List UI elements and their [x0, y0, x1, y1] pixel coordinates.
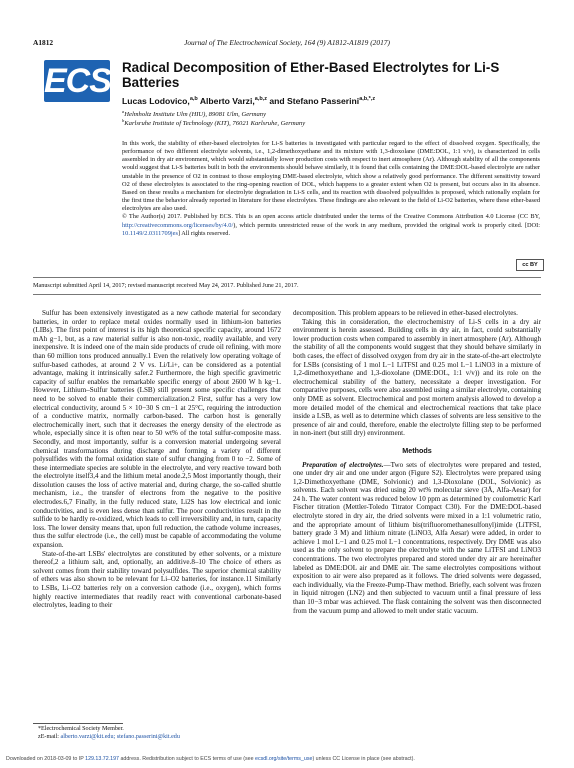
right-column: [293, 309, 541, 615]
abstract-text: In this work, the stability of ether-based electrolytes for Li-S batteries is investigated with particular regard to the effect of dissolved oxygen. Specifically, the performance of two different electrolyte solvents, i.e., 1,2-dimethoxyethane and its mixture with 1,3-dioxolane (DME:DOL, 1:1 v/v), is characterized in cells assembled in dry air environment, which would substantially lower production costs with respect to inert atmosphere (Ar). Although stability of all the components would suggest that Li-S batteries built in both the environments should behave similarly, it is found that cells containing the DME:DOL-based electrolyte are rather unstable in the presence of O2 in contrast to those employing DME-based electrolyte, which show a relatively good performance. The different sensitivity toward O2 of these electrolytes is associated to the ring-opening reaction of DOL, which happens to a greater extent when O2 is present, but occurs also in its absence. Based on these results a mechanism for electrolyte degradation in Li-S cells, and its reaction with dissolved polysulfides is proposed, which rationally explain for the first time the behavior already reported in literature for these electrolytes. These findings are also relevant to the field of Li-O2 batteries, where these ether-based electrolytes are also used.: [122, 140, 540, 213]
page-id: A1812: [33, 38, 54, 47]
doi-link[interactable]: 10.1149/2.0311709jes: [122, 229, 178, 237]
footnote-label: zE-mail:: [38, 734, 61, 740]
email-link[interactable]: alberto.varzi@kit.edu; stefano.passerini@kit.edu: [60, 734, 180, 740]
license-text: ), which permits unrestricted reuse of the work in any medium, provided the original work is properly cited. [DOI:: [233, 221, 540, 229]
footer-text: address. Redistribution subject to ECS terms of use (see: [119, 756, 256, 762]
body-paragraph: [293, 461, 541, 616]
download-footer: [6, 756, 570, 762]
footnote: [38, 734, 180, 740]
left-column: [33, 309, 281, 610]
body-paragraph: decomposition. This problem appears to be relieved in ether-based electrolytes.: [293, 309, 518, 317]
affiliation: [122, 117, 306, 127]
ecs-logo: ECS: [44, 62, 111, 100]
license-text: © The Author(s) 2017. Published by ECS. This is an open access article distributed under the terms of the Creative Commons Attribution 4.0 License (CC BY,: [122, 213, 540, 221]
divider: [33, 277, 541, 278]
license-link[interactable]: http://creativecommons.org/licenses/by/4.0/: [122, 221, 234, 229]
affiliation: [122, 108, 266, 118]
subsection-heading: Preparation of electrolytes.: [302, 460, 384, 469]
body-paragraph: Sulfur has been extensively investigated as a new cathode material for secondary batteries, in order to replace metal oxides normally used in lithium-ion batteries (LIBs). The first point of interest is its high theoretical specific capacity, around 1672 mAh g−1, but, as a raw material sulfur is also non-toxic, readily available, and very inexpensive. It is indeed one of the main side products of crude oil refining, with more than 60 million tons produced annually.1 Even the relatively low operating voltage of sulfur-based cathodes, at around 2 V vs. Li/Li+, can be considered as a potential advantage, making it intrinsically safer.2 Furthermore, the high specific gravimetric capacity of sulfur enables the remarkable specific energy of about 2600 W h kg−1. However, Lithium–Sulfur batteries (LSB) still present some specific challenges that need to be solved to enable their commercialization.2 First, sulfur has a very low electrical conductivity, around 5 × 10−30 S cm−1 at 25°C, requiring the introduction of a conductive matrix, normally carbon-based. The carbon host is generally electrochemically inert, such that it decreases the energy density of the electrode as whole, especially since it is often near to 50 wt% of the total sulfur-composite mass. Secondly, and most importantly, sulfur is a conversion material undergoing several chemical transformations during discharge and forming a variety of different polysulfides with the formal oxidation state of sulfur changing from 0 to −2. Some of these intermediate species are soluble in the electrolyte, and very reactive toward both the electrolyte itself3,4 and the lithium metal anode.2,5 Most importantly though, their dissolution causes the loss of active material and, during charge, the so-called shuttle mechanism, i.e., the transfer of electrons from the negative to the positive electrodes.6,7 Finally, in the fully reduced state, Li2S has low electrical and ionic conductivities, and is even less dense than sulfur. The poor conductivities result in the sulfide to be hardly re-oxidized, which leads to cell irreversibility and, in turn, capacity loss. The lower density means that, upon full reduction, the cathode volume increases, thus the sulfur electrode (i.e., the cell) must be capable of accommodating the volume expansion.: [33, 309, 281, 550]
author-name: Lucas Lodovico,: [122, 96, 190, 106]
author-sup: a,b,*,z: [359, 96, 376, 103]
footer-text: Downloaded on 2018-03-09 to IP: [6, 756, 86, 762]
article-title: Radical Decomposition of Ether-Based Electrolytes for Li-S Batteries: [122, 60, 500, 90]
author-list: [122, 96, 375, 106]
footnote-rule: [33, 723, 123, 724]
ip-link[interactable]: 129.13.72.197: [85, 756, 119, 762]
divider: [33, 294, 541, 295]
author-name: and Stefano Passerini: [267, 96, 360, 106]
affiliation-sup: a: [122, 108, 125, 114]
footnote: *Electrochemical Society Member.: [38, 726, 124, 732]
affiliation-text: Karlsruhe Institute of Technology (KIT), 76021 Karlsruhe, Germany: [124, 120, 306, 127]
author-name: Alberto Varzi,: [197, 96, 255, 106]
body-paragraph: Taking this in consideration, the electrochemistry of Li-S cells in a dry air environment is herein assessed. Building cells in dry air, in fact, could substantially lower production costs when compared to assembly in inert atmosphere (Ar). Although the stability of all the components would suggest that they should behave similarly in both cases, the effect of dissolved oxygen from dry air in the state-of-the-art electrolyte for LSBs (consisting of 1 mol L−1 LiTFSI and 0.25 mol L−1 LiNO3 in a mixture of 1,2-dimethoxyethane and 1,3-dioxolane (DME:DOL, 1:1 v/v)) and its role on the electrochemical stability of the battery, necessitate a deeper investigation. For comparative purposes, cells were also assembled using a similar electrolyte, containing only DME as solvent. Electrochemical and post mortem analysis allowed to develop a more detailed model of the chemical and electrochemical reactions that take place inside a LSB, as well as to determine which classes of solvents are less sensitive to the presence of air and could, therefore, enable the electrolyte filling step to be performed in non-inert (but still dry) environment.: [293, 317, 541, 438]
received-dates: Manuscript submitted April 14, 2017; revised manuscript received May 24, 2017. Published June 21, 2017.: [33, 282, 299, 289]
section-heading: Methods: [402, 445, 432, 455]
journal-header: Journal of The Electrochemical Society, 164 (9) A1812-A1819 (2017): [184, 38, 390, 47]
author-sup: a,b,z: [254, 96, 267, 103]
author-sup: a,b: [189, 96, 198, 103]
terms-link[interactable]: ecsdl.org/site/terms_use: [255, 756, 313, 762]
abstract: [122, 140, 540, 238]
affiliation-text: Helmholtz Institute Ulm (HIU), 89081 Ulm, Germany: [124, 111, 266, 118]
cc-by-badge[interactable]: cc BY: [516, 259, 544, 271]
license-text: ] All rights reserved.: [177, 229, 231, 237]
affiliation-sup: b: [122, 117, 125, 123]
body-paragraph: State-of-the-art LSBs' electrolytes are constituted by ether solvents, or a mixture thereof,2 a lithium salt, and, optionally, an additive.8–10 The choice of ethers as solvent comes from their stability toward polysulfides. The superior chemical stability of ethers was also shown to be relevant for Li–O2 batteries, for instance.11 Similarly to LSBs, Li–O2 batteries rely on a conversion cathode (i.e., oxygen), which forms highly reactive intermediates that readily react with conventional carbonate-based electrolytes, leading to their: [33, 549, 281, 610]
body-text: —Two sets of electrolytes were prepared and tested, one under dry air and one under argon (Figure S2). Electrolytes were prepared using 1,2-Dimethoxyethane (DME, Solvionic) and 1,3-Dioxolane (DOL, Solvionic) as solvents. Each solvent was dried using 20 wt% molecular sieve (3Å, Alfa-Aesar) for 24 h. The water content was reduced below 10 ppm as determined by coulometric Karl Fischer titration (Mettler-Toledo Titrator Compact C30). For the DME:DOL-based electrolyte stored in dry air, the dried solvents were mixed in a 1:1 volumetric ratio, and the appropriate amount of lithium bis(trifluoromethanesulfonyl)imide (LiTFSI, battery grade 3 M) and lithium nitrate (LiNO3, Alfa Aesar) were added, in order to achieve 1 mol L−1 and 0.25 mol L−1 concentrations, respectively. Dry DME was also used as the only solvent to prepare the electrolyte with the same LiTFSI and LiNO3 concentrations. The two electrolytes prepared and stored under dry air are hereinafter labeled as DME:DOL air and DME air. The same electrolytes compositions without exposition to air were also prepared as it follows. The dried solvents were degassed, each individually, via the Freeze-Pump-Thaw method. Briefly, each solvent was frozen in liquid nitrogen (LN2) and then subjected to vacuum until a final pressure of less than 10−3 mbar was achieved. The flask containing the solvent was then disconnected from the vacuum pump and allowed to melt under static vacuum.: [293, 460, 541, 615]
footer-text: ) unless CC License in place (see abstract).: [312, 756, 415, 762]
